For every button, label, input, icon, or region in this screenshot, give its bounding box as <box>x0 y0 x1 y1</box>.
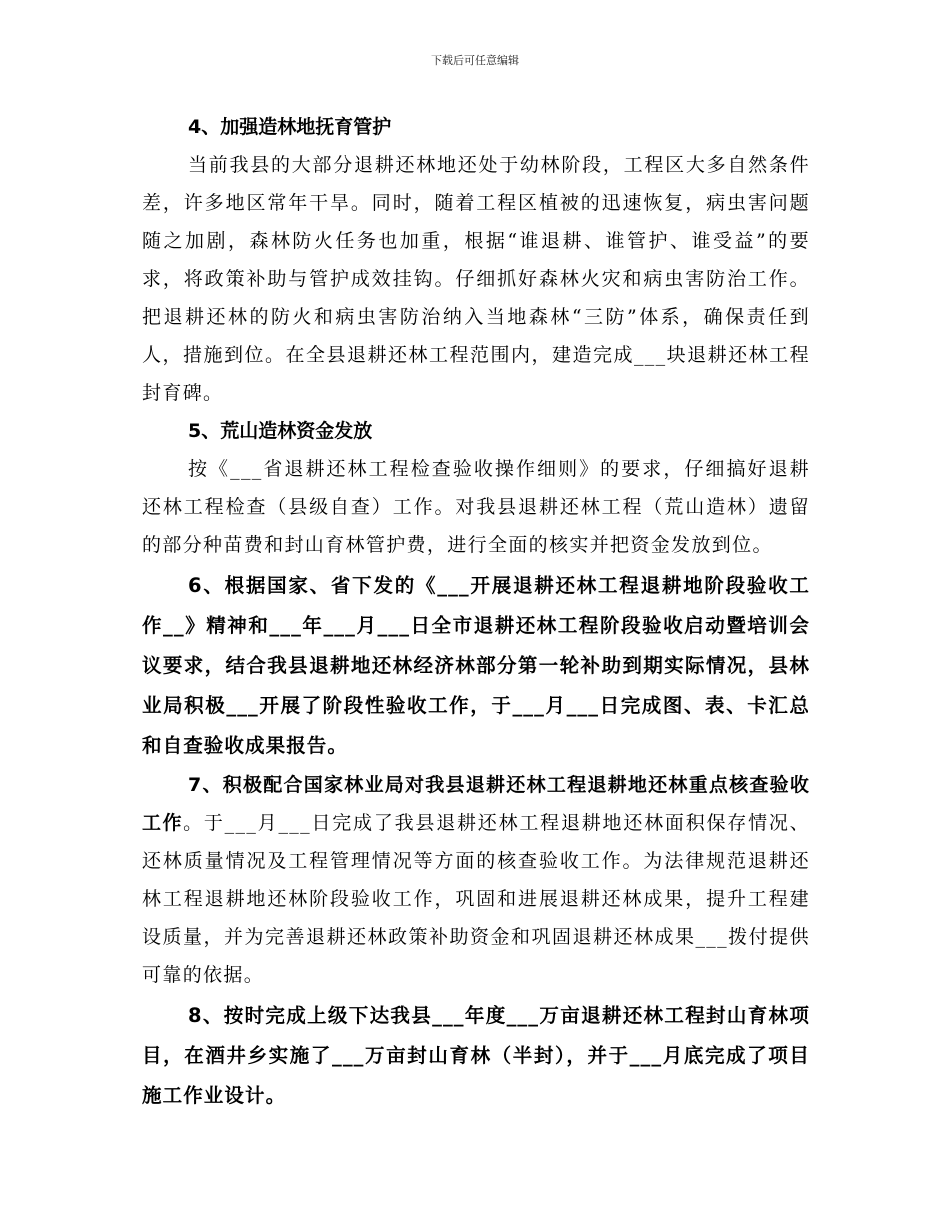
section-7-paragraph <box>142 766 810 994</box>
section-5-heading: 5、荒山造林资金发放 <box>188 420 373 442</box>
section-4-paragraph: 当前我县的大部分退耕还林地还处于幼林阶段，工程区大多自然条件差，许多地区常年干旱。同时，随着工程区植被的迅速恢复，病虫害问题随之加剧，森林防火任务也加重，根据“谁退耕、谁管护、谁受益”的要求，将政策补助与管护成效挂钩。仔细抓好森林火灾和病虫害防治工作。把退耕还林的防火和病虫害防治纳入当地森林“三防”体系，确保责任到人，措施到位。在全县退耕还林工程范围内，建造完成___块退耕还林工程封育碑。 <box>142 154 810 404</box>
section-7-lead: 7、积极配合国家林业局对我县退耕还林工程退耕地还林重点核查验收工作 <box>142 774 810 834</box>
section-4-heading: 4、加强造林地抚育管护 <box>188 116 392 138</box>
section-6-paragraph: 6、根据国家、省下发的《___开展退耕还林工程退耕地阶段验收工作__》精神和___年___月___日全市退耕还林工程阶段验收启动暨培训会议要求，结合我县退耕地还林经济林部分第一轮补助到期实际情况，县林业局积极___开展了阶段性验收工作，于___月___日完成图、表、卡汇总和自查验收成果报告。 <box>142 574 810 757</box>
section-8-paragraph: 8、按时完成上级下达我县___年度___万亩退耕还林工程封山育林项目，在酒井乡实施了___万亩封山育林（半封），并于___月底完成了项目施工作业设计。 <box>142 1004 810 1107</box>
document-body <box>142 108 810 1116</box>
page-header: 下载后可任意编辑 <box>431 54 519 67</box>
section-5-paragraph: 按《___省退耕还林工程检查验收操作细则》的要求，仔细搞好退耕还林工程检查（县级自查）工作。对我县退耕还林工程（荒山造林）遗留的部分种苗费和封山育林管护费，进行全面的核实并把资金发放到位。 <box>142 458 810 556</box>
section-7-text: 。于___月___日完成了我县退耕还林工程退耕地还林面积保存情况、还林质量情况及工程管理情况等方面的核查验收工作。为法律规范退耕还林工程退耕地还林阶段验收工作，巩固和进展退耕还林成果，提升工程建设质量，并为完善退耕还林政策补助资金和巩固退耕还林成果___拨付提供可靠的依据。 <box>142 812 810 986</box>
